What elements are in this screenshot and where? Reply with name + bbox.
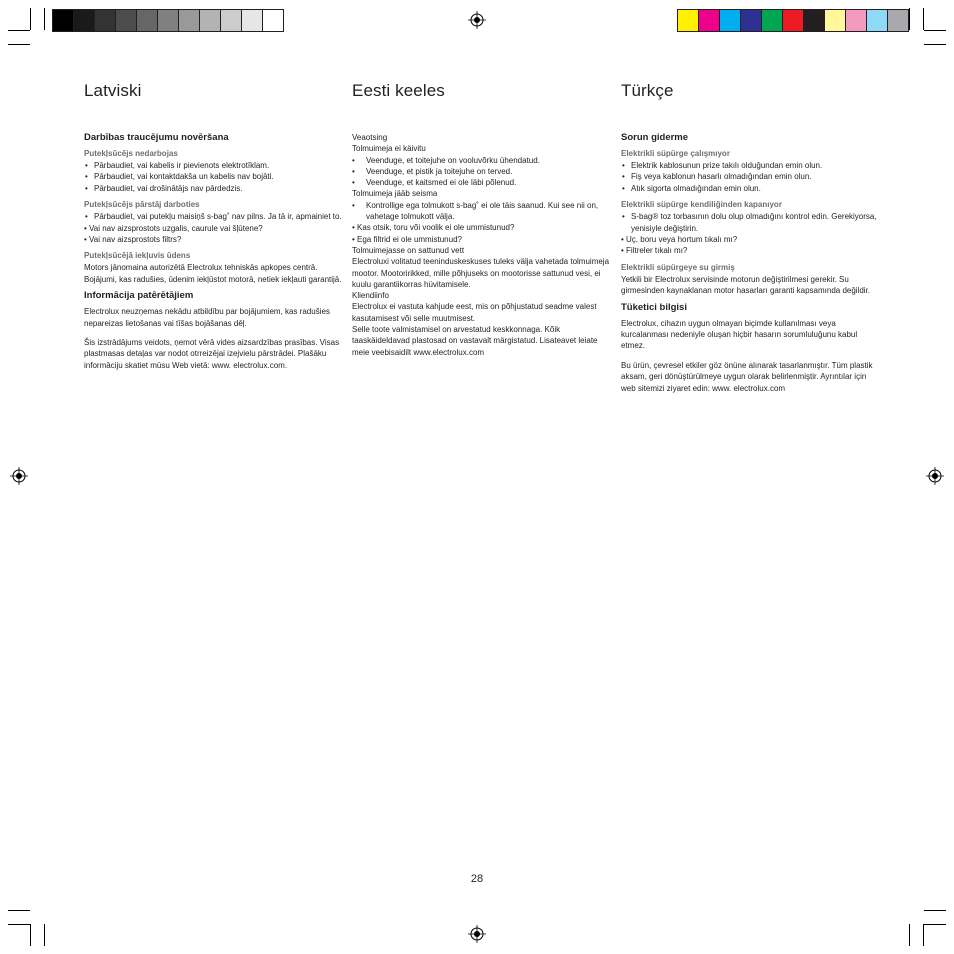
registration-mark-icon <box>468 925 486 943</box>
color-swatch <box>221 10 242 31</box>
text-line: • Kontrollige ega tolmukott s-bag˚ ei ole täis saanud. Kui see nii on, vahetage tolmukott välja. <box>352 200 612 223</box>
color-swatch <box>867 10 888 31</box>
color-swatch <box>762 10 783 31</box>
grayscale-calibration-bar <box>52 9 284 32</box>
subheading-stops-working: Elektrikli süpürge kendiliğinden kapanıyor <box>621 200 782 210</box>
text-line: Tolmuimeja ei käivitu <box>352 144 426 154</box>
turkish-column <box>621 80 881 394</box>
color-swatch <box>242 10 263 31</box>
color-swatch <box>74 10 95 31</box>
troubleshooting-heading: Sorun giderme <box>621 132 689 143</box>
subheading-not-working: Elektrikli süpürge çalışmıyor <box>621 149 730 158</box>
troubleshooting-heading: Darbības traucējumu novēršana <box>84 132 229 143</box>
checklist-stops-working <box>621 211 881 234</box>
subheading-not-working: Putekļsūcējs nedarbojas <box>84 149 178 158</box>
registration-mark-icon <box>468 11 486 29</box>
text-line: Tolmuimejasse on sattunud vett <box>352 245 465 255</box>
paragraph: Bu ürün, çevresel etkiler göz önüne alınarak tasarlanmıştır. Tüm plastik aksam, geri dönüştürülmeye uygun olarak belirlenmiştir. Ayrıntılar için web sitemizi ziyaret edin: www. electrolux.com <box>621 360 873 393</box>
registration-mark-icon <box>926 467 944 485</box>
paragraph: Motors jānomaina autorizētā Electrolux tehniskās apkopes centrā. Bojājumi, kas radušies, ūdenim iekļūstot motorā, netiek iekļauti garantijā. <box>84 263 342 284</box>
estonian-column <box>352 80 612 358</box>
section-title-turkish: Türkçe <box>621 81 674 100</box>
color-swatch <box>678 10 699 31</box>
list-item: • Elektrik kablosunun prize takılı olduğundan emin olun. <box>621 160 881 171</box>
text-line: Veaotsing <box>352 133 388 142</box>
consumer-info-heading: Informācija patērētājiem <box>84 290 194 302</box>
section-title-estonian: Eesti keeles <box>352 81 445 100</box>
text-line: • Veenduge, et toitejuhe on vooluvõrku ühendatud. <box>352 155 612 166</box>
paragraph: Šis izstrādājums veidots, ņemot vērā vides aizsardzības prasības. Visas plastmasas detaļas var nodot otrreizējai izejvielu pārstrādei. Plašāku informāciju skatiet mūsu Web vietā: www. electrolux.com. <box>84 338 340 370</box>
text-line: Selle toote valmistamisel on arvestatud keskkonnaga. Kõik taaskäideldavad plastosad on vastavalt märgistatud. Lisateavet leiate meie veebisaidilt www.electrolux.com <box>352 325 598 357</box>
text-line: Electrolux ei vastuta kahjude eest, mis on põhjustatud seadme valest kasutamisest või selle muutmisest. <box>352 302 597 323</box>
color-swatch <box>741 10 762 31</box>
text-line: Electroluxi volitatud teeninduskeskuses tuleks välja vahetada tolmuimeja mootor. Mootoririkked, mille põhjuseks on mootorisse sattunud vesi, ei kuulu garantiikorras hüvitamisele. <box>352 257 610 289</box>
color-swatch <box>783 10 804 31</box>
color-swatch <box>804 10 825 31</box>
checklist-not-working <box>621 160 881 194</box>
paragraph: Yetkili bir Electrolux servisinde motorun değiştirilmesi gerekir. Su girmesinden kaynaklanan motor hasarları garanti kapsamında değildir. <box>621 274 871 296</box>
list-item: • Uç, boru veya hortum tıkalı mı? <box>621 235 738 245</box>
color-swatch <box>200 10 221 31</box>
list-item: • Pārbaudiet, vai putekļu maisiņš s-bag˚ nav pilns. Ja tā ir, apmainiet to. <box>84 211 344 222</box>
text-line: Kliendiinfo <box>352 291 389 301</box>
color-swatch <box>95 10 116 31</box>
list-item: • Filtreler tıkalı mı? <box>621 246 688 256</box>
text-line: • Ega filtrid ei ole ummistunud? <box>352 234 462 244</box>
page-number: 28 <box>470 873 484 885</box>
registration-mark-icon <box>10 467 28 485</box>
list-item: • S-bag® toz torbasının dolu olup olmadığını kontrol edin. Gerekiyorsa, yenisiyle değiştirin. <box>621 211 881 234</box>
list-item: • Fiş veya kablonun hasarlı olmadığından emin olun. <box>621 171 881 182</box>
estonian-text-block <box>352 132 612 358</box>
list-item: • Vai nav aizsprostots filtrs? <box>84 235 182 245</box>
list-item: • Pārbaudiet, vai drošinātājs nav pārdedzis. <box>84 183 344 194</box>
list-item: • Pārbaudiet, vai kontaktdakša un kabelis nav bojāti. <box>84 171 344 182</box>
list-item: • Pārbaudiet, vai kabelis ir pievienots elektrotīklam. <box>84 160 344 171</box>
section-title-latvian: Latviski <box>84 81 142 100</box>
color-swatch <box>720 10 741 31</box>
list-item: • Vai nav aizsprostots uzgalis, caurule vai šļūtene? <box>84 223 263 233</box>
color-swatch <box>116 10 137 31</box>
text-line: • Veenduge, et pistik ja toitejuhe on terved. <box>352 166 612 177</box>
checklist-stops-working <box>84 211 344 222</box>
color-swatch <box>846 10 867 31</box>
color-calibration-bar <box>677 9 909 32</box>
color-swatch <box>137 10 158 31</box>
subheading-stops-working: Putekļsūcējs pārstāj darboties <box>84 200 200 210</box>
color-swatch <box>263 10 283 31</box>
color-swatch <box>825 10 846 31</box>
paragraph: Electrolux, cihazın uygun olmayan biçimde kullanılması veya kurcalanması nedeniyle oluşan hiçbir hasarın sorumluluğunu kabul etmez. <box>621 318 858 351</box>
color-swatch <box>179 10 200 31</box>
latvian-column <box>84 80 344 371</box>
paragraph: Electrolux neuzņemas nekādu atbildību par bojājumiem, kas radušies nepareizas lietošanas vai tīšas bojāšanas dēļ. <box>84 307 330 328</box>
text-line: Tolmuimeja jääb seisma <box>352 189 438 199</box>
text-line: • Veenduge, et kaitsmed ei ole läbi põlenud. <box>352 177 612 188</box>
color-swatch <box>699 10 720 31</box>
subheading-water: Elektrikli süpürgeye su girmiş <box>621 262 735 272</box>
subheading-water: Putekļsūcējā iekļuvis ūdens <box>84 251 191 261</box>
color-swatch <box>888 10 908 31</box>
color-swatch <box>158 10 179 31</box>
list-item: • Atık sigorta olmadığından emin olun. <box>621 183 881 194</box>
consumer-info-heading: Tüketici bilgisi <box>621 301 687 313</box>
text-line: • Kas otsik, toru või voolik ei ole ummistunud? <box>352 223 515 233</box>
color-swatch <box>53 10 74 31</box>
checklist-not-working <box>84 160 344 194</box>
